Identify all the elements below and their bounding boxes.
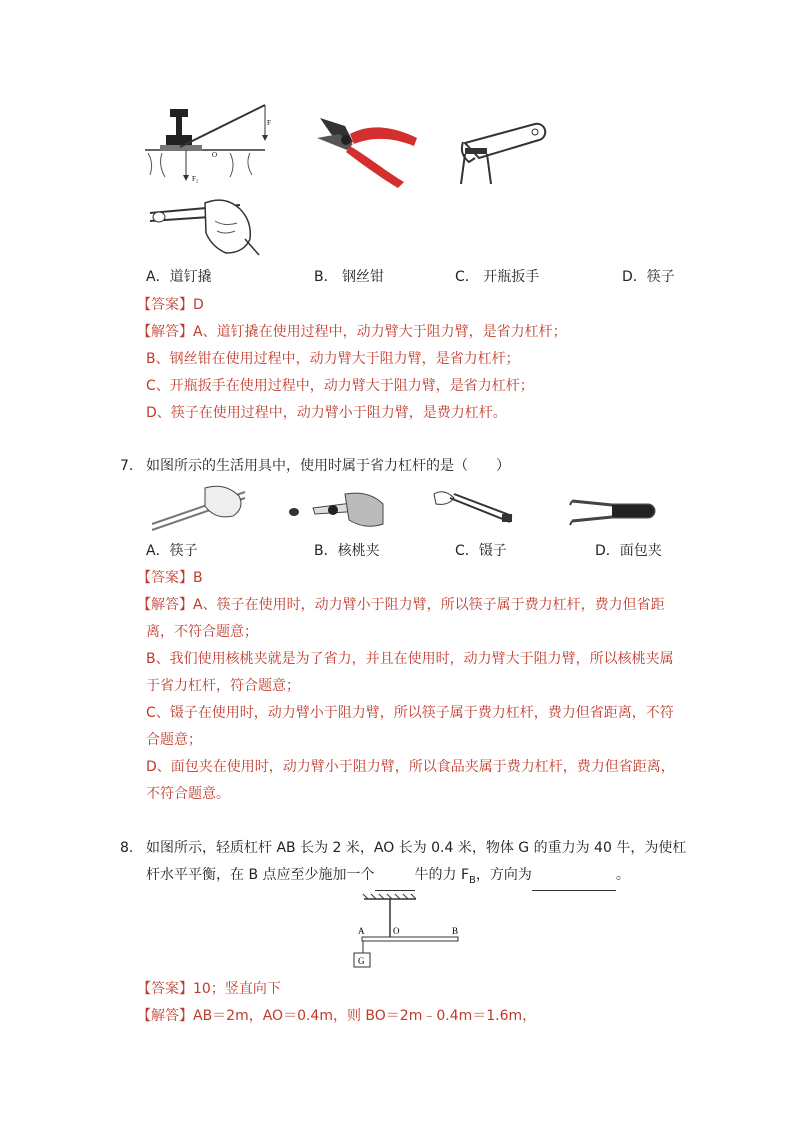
q7-analysis-7: D、面包夹在使用时，动力臂小于阻力臂，所以食品夹属于费力杠杆，费力但省距离， (146, 759, 675, 775)
q6-analysis-2: B、钢丝钳在使用过程中，动力臂大于阻力臂，是省力杠杆； (146, 351, 520, 367)
q7-option-c: C．镊子 (455, 543, 507, 559)
q7-option-d: D．面包夹 (595, 543, 662, 559)
q6-option-a: A．道钉撬 (146, 269, 212, 285)
q8-stem-part-c: ，方向为 (475, 867, 532, 883)
q6-analysis-3: C、开瓶扳手在使用过程中，动力臂大于阻力臂，是省力杠杆； (146, 378, 534, 394)
q8-subscript-b: B (469, 874, 476, 886)
q6-answer: 【答案】D (137, 297, 204, 313)
rail-spike-lever-figure (140, 95, 280, 195)
q7-analysis-5: C、镊子在使用时，动力臂小于阻力臂，所以筷子属于费力杠杆，费力但省距离，不符 (146, 705, 674, 721)
q8-stem-line1: 如图所示，轻质杠杆 AB 长为 2 米，AO 长为 0.4 米，物体 G 的重力为 40 牛，为使杠 (146, 840, 687, 856)
nutcracker-figure (285, 490, 387, 532)
lever-diagram (350, 893, 465, 973)
bread-tongs-figure (568, 497, 653, 532)
q7-analysis-4: 于省力杠杆，符合题意； (146, 678, 300, 694)
q7-number: 7. (120, 458, 134, 474)
q6-analysis-1: 【解答】A、道钉撬在使用过程中，动力臂大于阻力臂，是省力杠杆； (137, 324, 567, 340)
q6-option-b: B． 钢丝钳 (314, 269, 385, 285)
chopsticks-hand-figure (145, 193, 265, 258)
q8-answer: 【答案】10；竖直向下 (137, 981, 281, 997)
q7-option-b: B．核桃夹 (314, 543, 380, 559)
q7-analysis-6: 合题意； (146, 732, 202, 748)
q6-analysis-4: D、筷子在使用过程中，动力臂小于阻力臂，是费力杠杆。 (146, 405, 507, 421)
q7-analysis-3: B、我们使用核桃夹就是为了省力，并且在使用时，动力臂大于阻力臂，所以核桃夹属 (146, 651, 674, 667)
force-f2-label: F₂ (192, 175, 199, 183)
q8-analysis: 【解答】AB＝2m，AO＝0.4m，则 BO＝2m﹣0.4m＝1.6m， (137, 1008, 537, 1024)
q8-stem-part-d: 。 (615, 867, 630, 883)
point-o-label: O (393, 926, 400, 936)
pliers-figure (312, 108, 422, 188)
q7-answer: 【答案】B (137, 570, 203, 586)
q8-stem-part-a: 杆水平平衡，在 B 点应至少施加一个 (146, 867, 375, 883)
q6-option-d: D．筷子 (622, 269, 675, 285)
fulcrum-o-label: O (212, 151, 218, 159)
force-f-label: F (267, 119, 271, 127)
q7-analysis-1: 【解答】A、筷子在使用时，动力臂小于阻力臂，所以筷子属于费力杠杆，费力但省距 (137, 597, 665, 613)
point-a-label: A (358, 926, 365, 936)
q7-analysis-2: 离，不符合题意； (146, 624, 258, 640)
q8-number: 8. (120, 840, 134, 856)
q8-stem-part-b: 牛的力 F (414, 867, 470, 883)
q7-stem: 如图所示的生活用具中，使用时属于省力杠杆的是（ ） (146, 458, 510, 474)
q6-option-c: C． 开瓶扳手 (455, 269, 540, 285)
chopsticks-figure (150, 484, 250, 532)
answer-blank-force[interactable] (375, 874, 415, 891)
bottle-opener-figure (455, 118, 550, 188)
q8-stem-line2 (146, 865, 630, 891)
tweezers-figure (430, 488, 520, 530)
answer-blank-direction[interactable] (532, 874, 616, 891)
point-b-label: B (452, 926, 459, 936)
weight-g-label: G (358, 956, 365, 966)
q7-option-a: A．筷子 (146, 543, 198, 559)
q7-analysis-8: 不符合题意。 (146, 786, 230, 802)
